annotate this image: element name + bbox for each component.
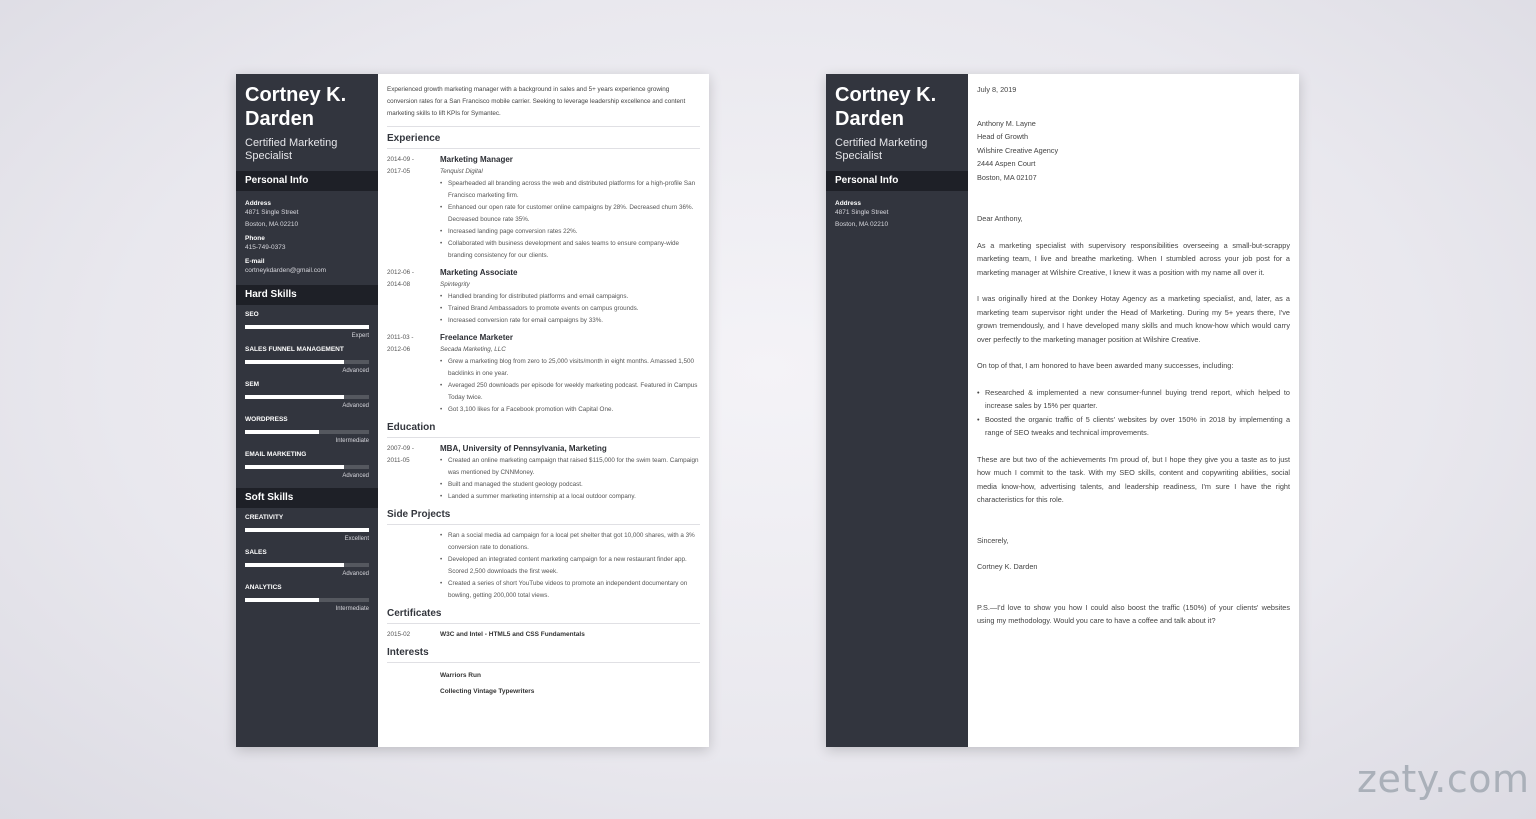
side-projects-list — [440, 530, 700, 602]
entry-bullet: • Grew a marketing blog from zero to 25,000 visits/month in eight months. Amassed 1,500 backlinks in one year. — [440, 356, 700, 380]
recipient-line: Wilshire Creative Agency — [977, 145, 1059, 155]
letter-title: Certified Marketing Specialist — [835, 137, 928, 162]
skill-bar-fill — [245, 528, 369, 532]
resume-summary: Experienced growth marketing manager with a background in sales and 5+ years experience growing conversion rates for a San Francisco mobile carrier. Seeking to leverage leadership excellence and content marketing skills to lift KPIs for Symantec. — [387, 84, 700, 127]
side-projects-heading: Side Projects — [387, 509, 700, 525]
skill-bar — [245, 598, 369, 602]
skill-level: Advanced — [342, 473, 369, 479]
phone-label: Phone — [245, 235, 265, 242]
letter-personal-info-heading: Personal Info — [826, 171, 968, 191]
entry-bullet: • Spearheaded all branding across the web and distributed platforms for a high-profile San Francisco marketing firm. — [440, 178, 700, 202]
entry-bullet: • Increased landing page conversion rates 22%. — [440, 226, 700, 238]
skill-item — [236, 415, 378, 445]
skill-item — [236, 380, 378, 410]
email-label: E-mail — [245, 258, 265, 265]
letter-address-label: Address — [835, 200, 862, 207]
skill-name: SALES FUNNEL MANAGEMENT — [245, 346, 344, 353]
skill-item — [236, 310, 378, 340]
skill-bar-fill — [245, 598, 319, 602]
certificate-date: 2015-02 — [387, 631, 411, 638]
letter-signature: Cortney K. Darden — [977, 562, 1038, 571]
entry-bullet: • Trained Brand Ambassadors to promote events on campus grounds. — [440, 303, 700, 315]
skill-bar-fill — [245, 465, 344, 469]
entry-date-to: 2011-05 — [387, 457, 410, 464]
skill-level: Intermediate — [335, 606, 369, 612]
entry-org: Secada Marketing, LLC — [440, 346, 506, 353]
skill-name: WORDPRESS — [245, 416, 288, 423]
recipient-line: Anthony M. Layne — [977, 118, 1036, 128]
certificate-name: W3C and Intel - HTML5 and CSS Fundamentals — [440, 631, 585, 638]
entry-date-to: 2014-08 — [387, 281, 411, 288]
letter-postscript: P.S.—I'd love to show you how I could also boost the traffic (150%) of your clients' websites using my methodology. Would you care to have a coffee and talk about it? — [977, 602, 1290, 625]
entry-date-to: 2017-05 — [387, 168, 411, 175]
hard-skills-list — [236, 310, 378, 480]
side-projects-entry — [387, 530, 700, 602]
cover-letter-page — [826, 74, 1299, 747]
entry-bullet: • Increased conversion rate for email campaigns by 33%. — [440, 315, 700, 327]
resume-title: Certified Marketing Specialist — [245, 137, 338, 162]
interest-item: Collecting Vintage Typewriters — [440, 688, 535, 695]
skill-item — [236, 513, 378, 543]
letter-closing: Sincerely, — [977, 535, 1009, 545]
skill-name: EMAIL MARKETING — [245, 451, 307, 458]
entry-bullet: • Enhanced our open rate for customer online campaigns by 28%. Decreased churn 36%. Decreased bounce rate 35%. — [440, 202, 700, 226]
entry-bullet: • Handled branding for distributed platforms and email campaigns. — [440, 291, 700, 303]
resume-page — [236, 74, 709, 747]
letter-paragraph-1: As a marketing specialist with supervisory responsibilities overseeing a small-but-scrappy marketing team, I live and breathe marketing. When I stumbled across your job post for a marketing manager at Wilshire Creative, I knew it was a position with my name all over it. — [977, 240, 1290, 277]
skill-bar-fill — [245, 325, 369, 329]
resume-sidebar — [236, 74, 378, 747]
entry-body — [440, 154, 700, 262]
entry-bullet: • Built and managed the student geology podcast. — [440, 479, 700, 491]
skill-level: Intermediate — [335, 438, 369, 444]
skill-name: ANALYTICS — [245, 584, 282, 591]
letter-address-line-1: 4871 Single Street — [835, 209, 889, 216]
side-project-item: • Created a series of short YouTube videos to promote an independent documentary on bowling, getting 200,000 total views. — [440, 578, 700, 602]
entry-dates — [387, 443, 440, 503]
skill-level: Expert — [351, 333, 369, 339]
entry-date-from: 2011-03 - — [387, 334, 414, 341]
skill-name: SEO — [245, 311, 259, 318]
skill-name: SEM — [245, 381, 260, 388]
letter-bullet: • Boosted the organic traffic of 5 clients' websites by over 150% in 2018 by implementing a range of SEO tweaks and technical improvements. — [977, 413, 1290, 440]
resume-name: Cortney K. Darden — [245, 84, 347, 130]
certificates-heading: Certificates — [387, 608, 700, 624]
letter-address-line-2: Boston, MA 02210 — [835, 221, 889, 228]
recipient-address — [977, 117, 1290, 185]
entry-bullets — [440, 291, 700, 327]
entry-bullet: • Created an online marketing campaign that raised $115,000 for the swim team. Campaign was mentioned by CNNMoney. — [440, 455, 700, 479]
address-line-1: 4871 Single Street — [245, 209, 299, 216]
skill-level: Excellent — [344, 536, 369, 542]
resume-entry — [387, 443, 700, 503]
recipient-line: Boston, MA 02107 — [977, 172, 1037, 182]
skill-bar — [245, 465, 369, 469]
side-project-item: • Developed an integrated content marketing campaign for a new restaurant finder app. Scored 2,500 downloads the first week. — [440, 554, 700, 578]
soft-skills-heading: Soft Skills — [236, 488, 378, 508]
resume-entry — [387, 154, 700, 262]
education-heading: Education — [387, 422, 700, 438]
experience-list — [387, 154, 700, 416]
phone-value: 415-749-0373 — [245, 244, 286, 251]
entry-role: Freelance Marketer — [440, 333, 513, 342]
entry-dates — [387, 267, 440, 327]
entry-dates — [387, 154, 440, 262]
letter-bullet-list — [977, 386, 1290, 440]
skill-name: CREATIVITY — [245, 514, 284, 521]
entry-bullet: • Averaged 250 downloads per episode for weekly marketing podcast. Featured in Campus Today twice. — [440, 380, 700, 404]
skill-bar — [245, 360, 369, 364]
letter-name: Cortney K. Darden — [835, 84, 937, 130]
skill-bar — [245, 563, 369, 567]
interests-entry — [387, 668, 700, 700]
entry-role: MBA, University of Pennsylvania, Marketing — [440, 444, 607, 453]
entry-role: Marketing Associate — [440, 268, 518, 277]
entry-bullet: • Got 3,100 likes for a Facebook promotion with Capital One. — [440, 404, 700, 416]
skill-bar-fill — [245, 360, 344, 364]
skill-bar — [245, 395, 369, 399]
letter-date: July 8, 2019 — [977, 85, 1017, 94]
letter-sidebar — [826, 74, 968, 747]
entry-date-from: 2012-06 - — [387, 269, 414, 276]
skill-item — [236, 548, 378, 578]
entry-bullets — [440, 178, 700, 262]
education-list — [387, 443, 700, 503]
skill-level: Advanced — [342, 571, 369, 577]
entry-dates — [387, 332, 440, 416]
skill-item — [236, 345, 378, 375]
letter-paragraph-3: On top of that, I am honored to have been awarded many successes, including: — [977, 361, 1234, 370]
skill-bar — [245, 430, 369, 434]
letter-personal-info — [826, 191, 968, 231]
letter-paragraph-2: I was originally hired at the Donkey Hotay Agency as a marketing specialist, and, later, as a marketing team supervisor right under the Head of Marketing. During my 5+ years there, I've grown tremendously, and I have developed many skills and much know-how which would carry over perfectly to the marketing manager position at Wilshire Creative. — [977, 294, 1290, 344]
resume-main — [378, 74, 709, 747]
hard-skills-heading: Hard Skills — [236, 285, 378, 305]
soft-skills-list — [236, 513, 378, 613]
zety-logo: zety.com — [1357, 757, 1530, 801]
letter-bullet: • Researched & implemented a new consumer-funnel buying trend report, which helped to increase sales by 15% per quarter. — [977, 386, 1290, 413]
skill-bar — [245, 528, 369, 532]
resume-entry — [387, 332, 700, 416]
skill-name: SALES — [245, 549, 267, 556]
letter-greeting: Dear Anthony, — [977, 214, 1023, 223]
entry-body — [440, 332, 700, 416]
address-label: Address — [245, 200, 272, 207]
entry-org: Spintegrity — [440, 281, 470, 288]
skill-bar-fill — [245, 430, 319, 434]
entry-bullet: • Landed a summer marketing internship at a local outdoor company. — [440, 491, 700, 503]
interest-item: Warriors Run — [440, 672, 481, 679]
letter-body — [968, 74, 1299, 747]
entry-body — [440, 443, 700, 503]
side-project-item: • Ran a social media ad campaign for a local pet shelter that got 10,000 shares, with a 3% conversion rate to donations. — [440, 530, 700, 554]
email-value: cortneykdarden@gmail.com — [245, 267, 327, 274]
interests-heading: Interests — [387, 647, 700, 663]
entry-org: Tenquist Digital — [440, 168, 483, 175]
personal-info-heading: Personal Info — [236, 171, 378, 191]
address-line-2: Boston, MA 02210 — [245, 221, 299, 228]
entry-bullets — [440, 356, 700, 416]
entry-body — [440, 267, 700, 327]
experience-heading: Experience — [387, 133, 700, 149]
skill-level: Advanced — [342, 403, 369, 409]
skill-bar — [245, 325, 369, 329]
personal-info — [236, 191, 378, 277]
entry-bullets — [440, 455, 700, 503]
entry-date-from: 2007-09 - — [387, 445, 414, 452]
interests-list — [440, 668, 700, 700]
letter-paragraph-4: These are but two of the achievements I'm proud of, but I hope they give you a taste as to just how much I commit to the task. With my SEO skills, content and copywriting abilities, social media know-how, advertising talents, and leadership readiness, I'm sure I have the right characteristics for this role. — [977, 454, 1290, 504]
skill-level: Advanced — [342, 368, 369, 374]
entry-date-to: 2012-06 — [387, 346, 411, 353]
resume-entry — [387, 267, 700, 327]
certificate-entry — [387, 629, 700, 641]
skill-bar-fill — [245, 395, 344, 399]
entry-role: Marketing Manager — [440, 155, 513, 164]
entry-bullet: • Collaborated with business development and sales teams to ensure company-wide branding consistency for our clients. — [440, 238, 700, 262]
skill-item — [236, 450, 378, 480]
recipient-line: Head of Growth — [977, 132, 1029, 141]
entry-date-from: 2014-09 - — [387, 156, 414, 163]
skill-item — [236, 583, 378, 613]
recipient-line: 2444 Aspen Court — [977, 159, 1036, 168]
skill-bar-fill — [245, 563, 344, 567]
